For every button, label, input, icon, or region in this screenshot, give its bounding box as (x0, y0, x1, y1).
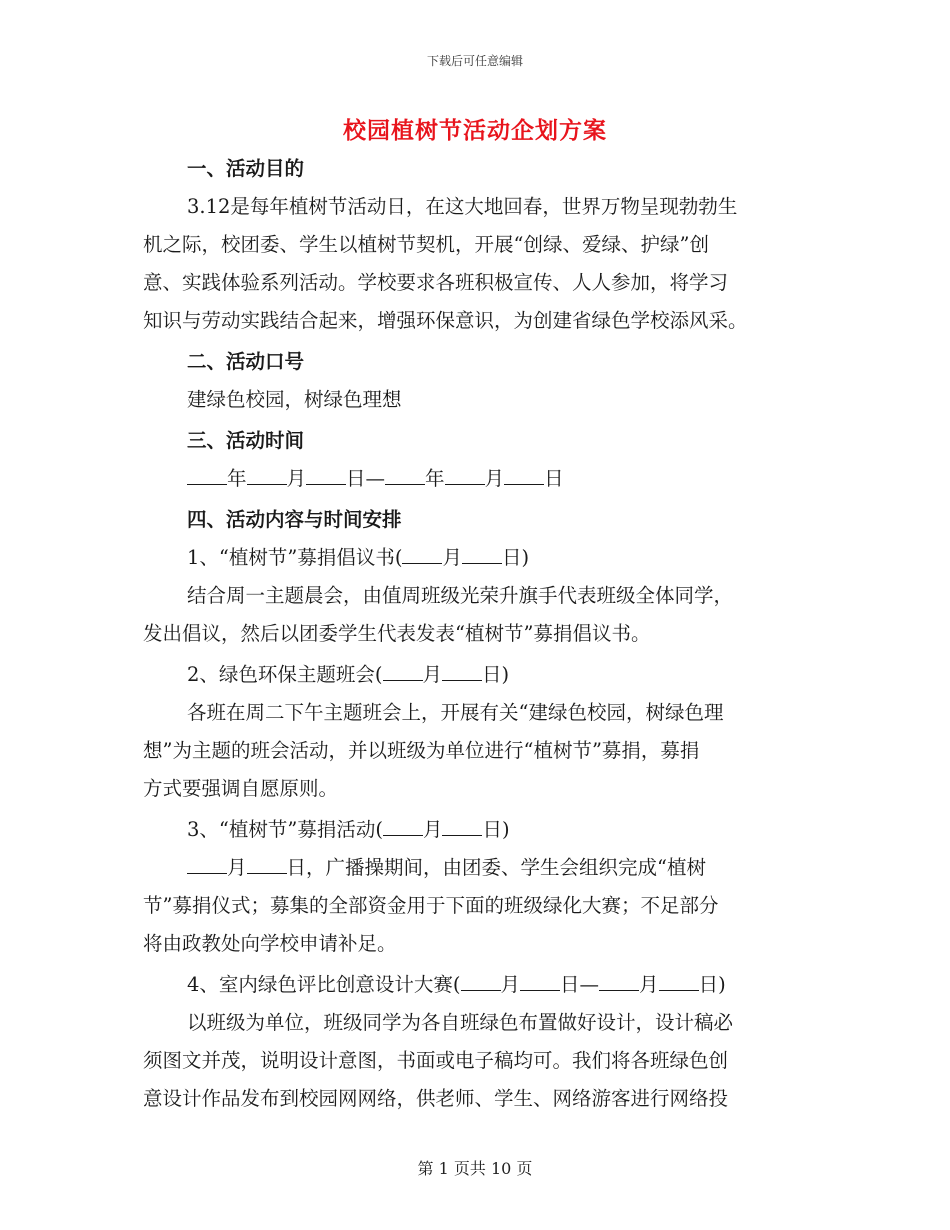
year-label: 年 (227, 467, 247, 490)
item-title-2 (143, 656, 803, 694)
paragraph-line: 意、实践体验系列活动。学校要求各班积极宣传、人人参加，将学习 (143, 271, 729, 294)
paragraph-line: 意设计作品发布到校园网网络，供老师、学生、网络游客进行网络投 (143, 1087, 729, 1110)
day-label: 日— (346, 467, 386, 490)
paragraph-line: 3.12是每年植树节活动日，在这大地回春，世界万物呈现勃勃生 (187, 195, 738, 218)
blank-field (306, 460, 346, 485)
paragraph-text: 日，广播操期间，由团委、学生会组织完成“植树 (286, 856, 706, 879)
paragraph-line (143, 849, 803, 887)
section-heading-purpose: 一、活动目的 (187, 157, 305, 180)
day-label: 日) (501, 546, 530, 569)
month-label: 月 (500, 973, 521, 996)
paragraph-line: 发出倡议，然后以团委学生代表发表“植树节”募捐倡议书。 (143, 622, 651, 645)
section-heading-time: 三、活动时间 (187, 429, 305, 452)
slogan-text: 建绿色校园，树绿色理想 (187, 388, 402, 411)
paragraph-line: 各班在周二下午主题班会上，开展有关“建绿色校园，树绿色理 (187, 701, 724, 724)
month-label: 月 (639, 973, 659, 996)
blank-field (247, 849, 287, 874)
blank-field (442, 656, 482, 681)
section-heading-slogan: 二、活动口号 (187, 350, 305, 373)
paragraph-line: 以班级为单位，班级同学为各自班绿色布置做好设计，设计稿必 (187, 1011, 734, 1034)
blank-field (599, 966, 639, 991)
paragraph-line: 节”募捐仪式；募集的全部资金用于下面的班级绿化大赛；不足部分 (143, 894, 719, 917)
item-title-text: 2、绿色环保主题班会( (187, 663, 383, 686)
paragraph-line: 知识与劳动实践结合起来，增强环保意识，为创建省绿色学校添风采。 (143, 309, 748, 332)
paragraph-line: 须图文并茂，说明设计意图，书面或电子稿均可。我们将各班绿色创 (143, 1049, 729, 1072)
document-title: 校园植树节活动企划方案 (343, 117, 607, 144)
blank-field (442, 811, 482, 836)
blank-field (461, 966, 501, 991)
blank-field (247, 460, 287, 485)
blank-field (520, 966, 560, 991)
item-title-text: 3、“植树节”募捐活动( (187, 818, 383, 841)
month-label: 月 (484, 467, 505, 490)
month-label: 月 (286, 467, 307, 490)
day-label: 日— (560, 973, 600, 996)
month-label: 月 (442, 546, 462, 569)
item-title-text: 4、室内绿色评比创意设计大赛( (187, 973, 461, 996)
blank-field (445, 460, 485, 485)
month-label: 月 (422, 663, 443, 686)
blank-field (187, 460, 227, 485)
month-label: 月 (422, 818, 443, 841)
paragraph-line: 机之际，校团委、学生以植树节契机，开展“创绿、爱绿、护绿”创 (143, 233, 709, 256)
document-body (143, 150, 803, 1118)
blank-field (504, 460, 544, 485)
blank-field (187, 849, 227, 874)
day-label: 日) (698, 973, 726, 996)
page-footer: 第 1 页共 10 页 (417, 1159, 533, 1178)
paragraph-line: 将由政教处向学校申请补足。 (143, 932, 397, 955)
paragraph-line: 想”为主题的班会活动，并以班级为单位进行“植树节”募捐，募捐 (143, 739, 700, 762)
blank-field (659, 966, 699, 991)
year-label: 年 (425, 467, 445, 490)
item-title-text: 1、“植树节”募捐倡议书( (187, 546, 403, 569)
blank-field (385, 460, 425, 485)
item-title-4 (143, 966, 803, 1004)
day-label: 日 (544, 467, 564, 490)
day-label: 日) (482, 818, 510, 841)
item-title-3 (143, 811, 803, 849)
paragraph-line: 结合周一主题晨会，由值周班级光荣升旗手代表班级全体同学， (187, 584, 734, 607)
paragraph-line: 方式要强调自愿原则。 (143, 777, 339, 800)
section-heading-schedule: 四、活动内容与时间安排 (187, 508, 402, 531)
blank-field (383, 656, 423, 681)
blank-field (402, 539, 442, 564)
day-label: 日) (482, 663, 510, 686)
header-note: 下载后可任意编辑 (426, 54, 523, 68)
item-title-1 (143, 539, 803, 577)
month-label: 月 (227, 856, 247, 879)
blank-field (383, 811, 423, 836)
activity-time-line (143, 460, 803, 498)
blank-field (462, 539, 502, 564)
